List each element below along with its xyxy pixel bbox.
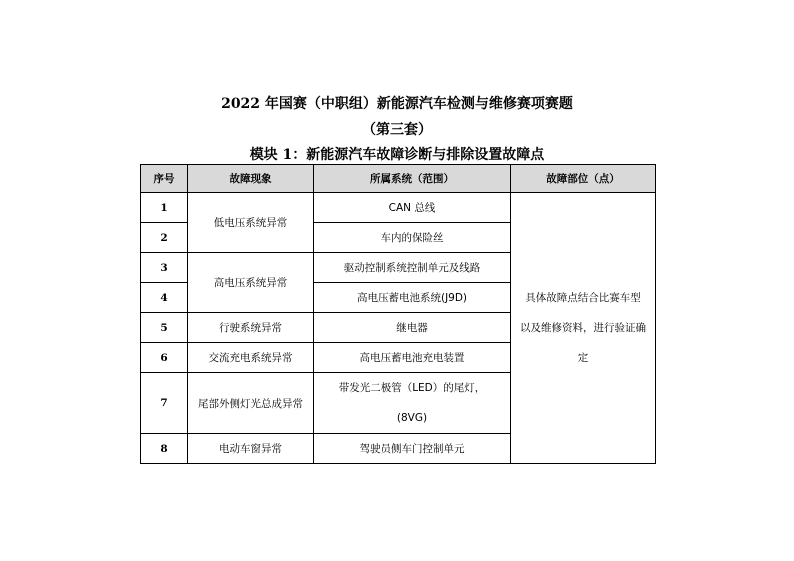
module-title: 模块 1：新能源汽车故障诊断与排除设置故障点 <box>249 147 545 163</box>
table-header-row <box>141 165 656 193</box>
header-index: 序号 <box>141 165 188 193</box>
phenomenon-cell: 电动车窗异常 <box>188 434 314 464</box>
system-cell: 驱动控制系统控制单元及线路 <box>314 253 511 283</box>
system-cell: 车内的保险丝 <box>314 223 511 253</box>
phenomenon-cell: 行驶系统异常 <box>188 313 314 343</box>
phenomenon-cell: 交流充电系统异常 <box>188 343 314 373</box>
system-cell: 驾驶员侧车门控制单元 <box>314 434 511 464</box>
header-system: 所属系统（范围） <box>314 165 511 193</box>
location-line: 定 <box>577 352 589 364</box>
table-row <box>141 193 656 223</box>
row-index: 8 <box>141 434 188 464</box>
system-cell: 继电器 <box>314 313 511 343</box>
header-phenomenon: 故障现象 <box>188 165 314 193</box>
location-line: 具体故障点结合比赛车型 <box>525 292 641 304</box>
row-index: 5 <box>141 313 188 343</box>
phenomenon-cell: 高电压系统异常 <box>188 253 314 313</box>
document-title: 2022 年国赛（中职组）新能源汽车检测与维修赛项赛题 <box>221 96 573 112</box>
system-cell <box>314 373 511 434</box>
row-index: 6 <box>141 343 188 373</box>
location-line: 以及维修资料，进行验证确 <box>520 322 646 334</box>
system-cell: CAN 总线 <box>314 193 511 223</box>
system-line: 带发光二极管（LED）的尾灯， <box>338 382 486 394</box>
document-subtitle: （第三套） <box>362 122 432 138</box>
fault-table <box>140 164 656 464</box>
row-index: 7 <box>141 373 188 434</box>
system-cell: 高电压蓄电池系统(J9D) <box>314 283 511 313</box>
phenomenon-cell: 低电压系统异常 <box>188 193 314 253</box>
row-index: 2 <box>141 223 188 253</box>
header-location: 故障部位（点） <box>511 165 656 193</box>
row-index: 3 <box>141 253 188 283</box>
row-index: 1 <box>141 193 188 223</box>
system-line: (8VG) <box>396 412 428 424</box>
location-cell <box>511 193 656 464</box>
row-index: 4 <box>141 283 188 313</box>
system-cell: 高电压蓄电池充电装置 <box>314 343 511 373</box>
phenomenon-cell: 尾部外侧灯光总成异常 <box>188 373 314 434</box>
